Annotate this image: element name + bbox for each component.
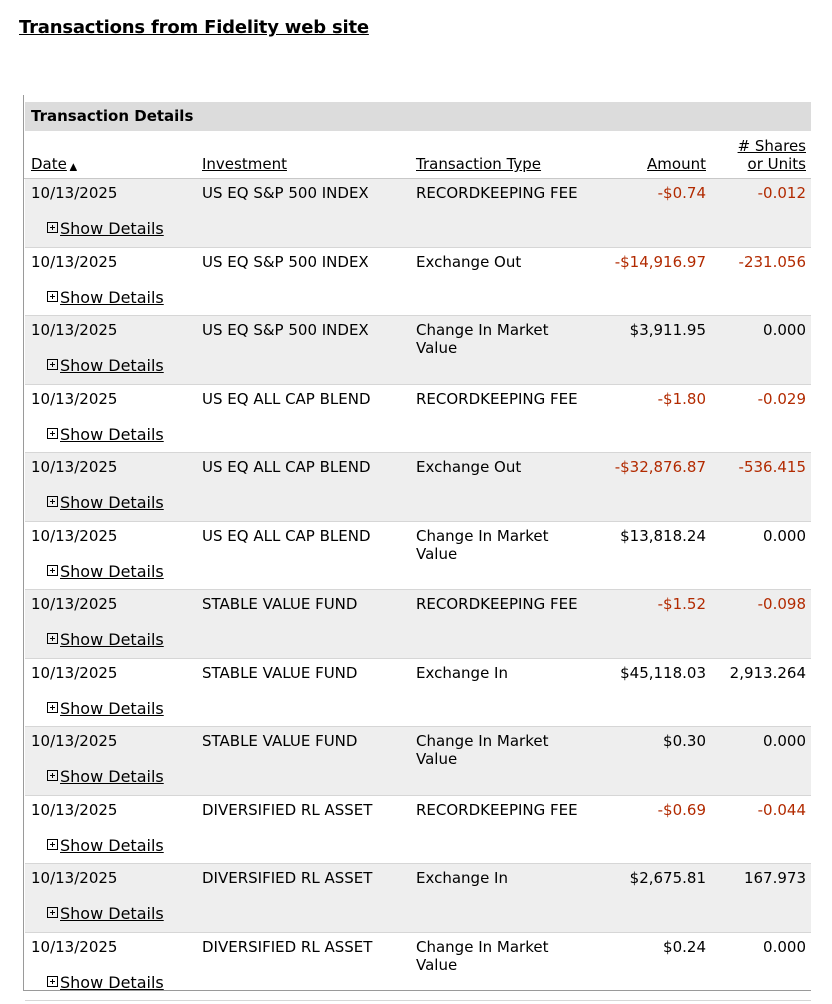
- row-amount: -$1.52: [657, 595, 706, 613]
- expand-plus-icon: [47, 222, 58, 233]
- row-shares: 0.000: [763, 732, 806, 750]
- show-details-link[interactable]: [47, 973, 164, 992]
- row-shares: -0.012: [757, 184, 806, 202]
- row-transaction-type: RECORDKEEPING FEE: [416, 595, 578, 613]
- row-amount: -$14,916.97: [614, 252, 706, 271]
- row-shares: 0.000: [763, 937, 806, 956]
- row-amount: -$32,876.87: [614, 458, 706, 476]
- show-details-link[interactable]: [47, 904, 164, 923]
- table-row: [25, 522, 811, 591]
- expand-plus-icon: [47, 359, 58, 370]
- expand-plus-icon: [47, 565, 58, 576]
- table-row: [25, 864, 811, 933]
- show-details-link[interactable]: [47, 767, 164, 786]
- show-details-link[interactable]: [47, 356, 164, 375]
- row-transaction-type: RECORDKEEPING FEE: [416, 184, 578, 202]
- row-amount: $0.30: [663, 732, 706, 750]
- show-details-label: Show Details: [60, 219, 164, 238]
- row-date: 10/13/2025: [31, 321, 118, 339]
- expand-plus-icon: [47, 839, 58, 850]
- show-details-label: Show Details: [60, 424, 164, 444]
- row-investment: US EQ ALL CAP BLEND: [202, 389, 371, 408]
- row-date: 10/13/2025: [31, 252, 118, 271]
- table-row: [25, 179, 811, 248]
- table-row: [25, 316, 811, 385]
- show-details-label: Show Details: [60, 630, 164, 649]
- row-transaction-type: Exchange Out: [416, 252, 522, 271]
- table-row: [25, 385, 811, 454]
- row-shares: 0.000: [763, 526, 806, 545]
- row-date: 10/13/2025: [31, 663, 118, 682]
- show-details-link[interactable]: [47, 836, 164, 855]
- expand-plus-icon: [47, 496, 58, 507]
- table-row: [25, 590, 811, 659]
- show-details-link[interactable]: [47, 562, 164, 581]
- expand-plus-icon: [47, 702, 58, 713]
- show-details-label: Show Details: [60, 356, 164, 375]
- expand-plus-icon: [47, 291, 58, 302]
- show-details-link[interactable]: [47, 493, 164, 512]
- show-details-label: Show Details: [60, 561, 164, 581]
- row-amount: -$1.80: [657, 389, 706, 408]
- table-row: [25, 659, 811, 728]
- page-title: Transactions from Fidelity web site: [19, 17, 369, 38]
- row-transaction-type: Change In Market Value: [416, 732, 549, 768]
- row-date: 10/13/2025: [31, 184, 118, 202]
- row-transaction-type: Exchange In: [416, 663, 508, 682]
- row-investment: US EQ ALL CAP BLEND: [202, 458, 371, 476]
- column-header-transaction-type[interactable]: Transaction Type: [416, 155, 542, 173]
- row-investment: US EQ S&P 500 INDEX: [202, 184, 369, 202]
- row-amount: -$0.69: [657, 800, 706, 819]
- row-transaction-type: Change In Market Value: [416, 937, 549, 974]
- show-details-label: Show Details: [60, 972, 164, 992]
- row-shares: 0.000: [763, 321, 806, 339]
- show-details-link[interactable]: [47, 630, 164, 649]
- expand-plus-icon: [47, 633, 58, 644]
- show-details-link[interactable]: [47, 425, 164, 444]
- row-investment: DIVERSIFIED RL ASSET: [202, 800, 373, 819]
- show-details-link[interactable]: [47, 219, 164, 238]
- show-details-link[interactable]: [47, 288, 164, 307]
- column-header-date-label: Date: [31, 155, 67, 173]
- row-transaction-type: Exchange Out: [416, 458, 522, 476]
- row-amount: $3,911.95: [629, 321, 706, 339]
- column-header-date[interactable]: [31, 155, 77, 173]
- row-shares: -0.029: [757, 389, 806, 408]
- column-header-amount[interactable]: Amount: [647, 155, 706, 173]
- row-investment: DIVERSIFIED RL ASSET: [202, 869, 373, 887]
- row-date: 10/13/2025: [31, 458, 118, 476]
- row-shares: -231.056: [738, 252, 806, 271]
- expand-plus-icon: [47, 976, 58, 987]
- table-row: [25, 453, 811, 522]
- row-transaction-type: Change In Market Value: [416, 321, 549, 357]
- show-details-label: Show Details: [60, 767, 164, 786]
- row-investment: STABLE VALUE FUND: [202, 663, 358, 682]
- column-header-shares-line2: or Units: [747, 155, 806, 173]
- show-details-label: Show Details: [60, 493, 164, 512]
- show-details-link[interactable]: [47, 699, 164, 718]
- table-row: [25, 933, 811, 1002]
- row-investment: DIVERSIFIED RL ASSET: [202, 937, 373, 956]
- show-details-label: Show Details: [60, 904, 164, 923]
- row-shares: 167.973: [743, 869, 806, 887]
- expand-plus-icon: [47, 428, 58, 439]
- table-row: [25, 248, 811, 317]
- row-transaction-type: RECORDKEEPING FEE: [416, 389, 578, 408]
- row-amount: -$0.74: [657, 184, 706, 202]
- show-details-label: Show Details: [60, 835, 164, 855]
- row-shares: 2,913.264: [729, 663, 806, 682]
- row-transaction-type: RECORDKEEPING FEE: [416, 800, 578, 819]
- row-amount: $2,675.81: [629, 869, 706, 887]
- row-amount: $0.24: [663, 937, 706, 956]
- column-header-shares[interactable]: [738, 137, 806, 173]
- row-shares: -0.044: [757, 800, 806, 819]
- row-date: 10/13/2025: [31, 595, 118, 613]
- row-date: 10/13/2025: [31, 732, 118, 750]
- table-row: [25, 727, 811, 796]
- row-amount: $45,118.03: [620, 663, 706, 682]
- row-transaction-type: Exchange In: [416, 869, 508, 887]
- row-investment: STABLE VALUE FUND: [202, 595, 358, 613]
- show-details-label: Show Details: [60, 698, 164, 718]
- row-transaction-type: Change In Market Value: [416, 526, 549, 563]
- row-shares: -536.415: [738, 458, 806, 476]
- expand-plus-icon: [47, 770, 58, 781]
- transaction-rows: [25, 179, 811, 1001]
- row-date: 10/13/2025: [31, 526, 118, 545]
- column-header-investment[interactable]: Investment: [202, 155, 287, 173]
- row-investment: US EQ ALL CAP BLEND: [202, 526, 371, 545]
- expand-plus-icon: [47, 907, 58, 918]
- row-date: 10/13/2025: [31, 937, 118, 956]
- row-investment: US EQ S&P 500 INDEX: [202, 321, 369, 339]
- show-details-label: Show Details: [60, 287, 164, 307]
- column-header-shares-line1: # Shares: [737, 137, 806, 155]
- row-date: 10/13/2025: [31, 389, 118, 408]
- transaction-details-panel: [23, 95, 811, 991]
- panel-title: Transaction Details: [25, 102, 811, 131]
- table-row: [25, 796, 811, 865]
- row-amount: $13,818.24: [620, 526, 706, 545]
- row-date: 10/13/2025: [31, 869, 118, 887]
- row-shares: -0.098: [757, 595, 806, 613]
- column-headers: [24, 131, 811, 179]
- row-date: 10/13/2025: [31, 800, 118, 819]
- sort-ascending-icon: ▲: [69, 162, 77, 172]
- row-investment: US EQ S&P 500 INDEX: [202, 252, 369, 271]
- row-investment: STABLE VALUE FUND: [202, 732, 358, 750]
